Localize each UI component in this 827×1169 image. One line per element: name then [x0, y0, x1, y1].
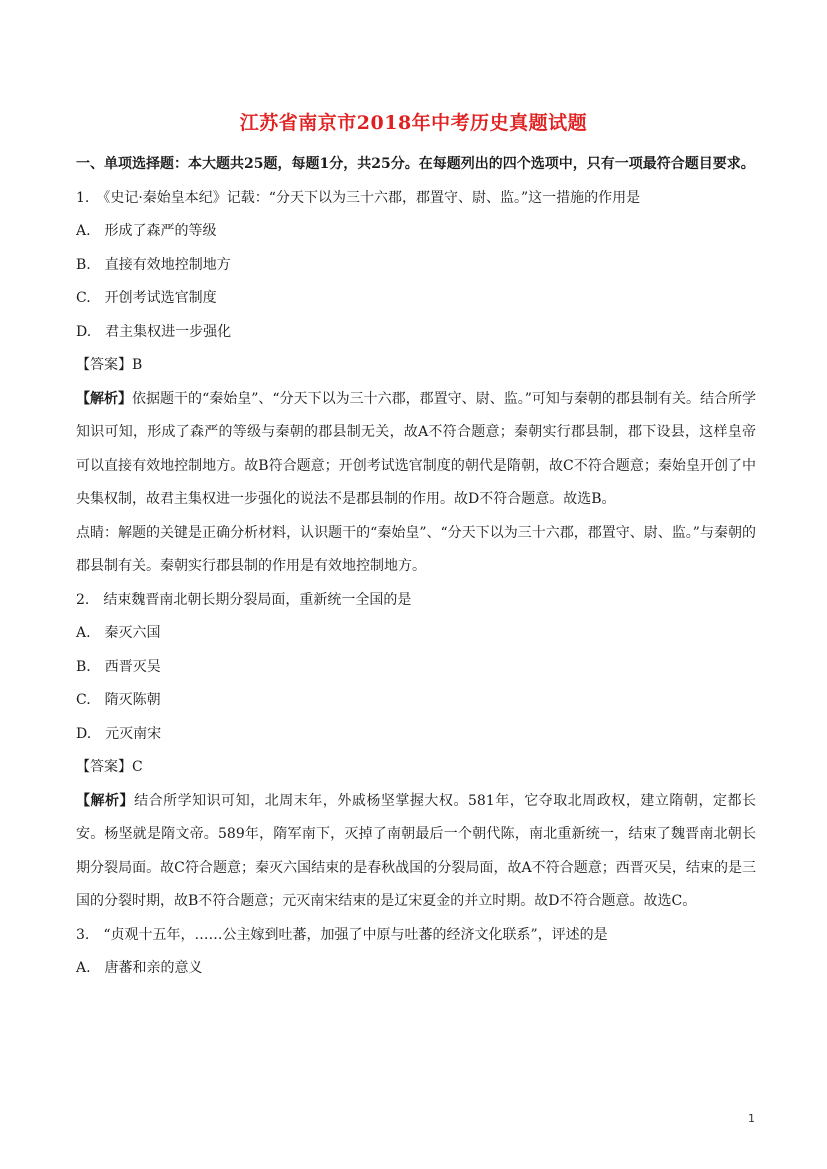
question-3-option-a: A. 唐蕃和亲的意义: [76, 960, 203, 976]
question-1-option-c: C. 开创考试选官制度: [76, 290, 217, 306]
question-1-option-a: A. 形成了森严的等级: [76, 223, 217, 239]
question-1-stem: 1. 《史记·秦始皇本纪》记载：“分天下以为三十六郡，郡置守、尉、监。”这一措施的作用是: [76, 189, 641, 206]
analysis-label: 【解析】: [76, 390, 133, 407]
question-2-stem: 2. 结束魏晋南北朝长期分裂局面，重新统一全国的是: [76, 591, 412, 608]
page-number: 1: [748, 1112, 755, 1125]
analysis-text: 依据题干的“秦始皇”、“分天下以为三十六郡，郡置守、尉、监。”可知与秦朝的郡县制有关。结合所学知识可知，形成了森严的等级与秦朝的郡县制无关，故A不符合题意；秦朝实行郡县制，郡下设县，这样皇帝可以直接有效地控制地方。故B符合题意；开创考试选官制度的朝代是隋朝，故C不符合题意；秦始皇开创了中央集权制，故君主集权进一步强化的说法不是郡县制的作用。故D不符合题意。故选B。: [76, 390, 756, 507]
question-2-analysis: [76, 785, 756, 919]
question-2-answer: 【答案】C: [76, 759, 143, 775]
question-1-option-b: B. 直接有效地控制地方: [76, 256, 231, 273]
question-2-option-c: C. 隋灭陈朝: [76, 692, 161, 708]
question-1-answer: 【答案】B: [76, 357, 143, 373]
question-1-comment: 点睛：解题的关键是正确分析材料，认识题干的“秦始皇”、“分天下以为三十六郡，郡置守、尉、监。”与秦朝的郡县制有关。秦朝实行郡县制的作用是有效地控制地方。: [76, 524, 756, 574]
question-3-stem: 3. “贞观十五年，……公主嫁到吐蕃，加强了中原与吐蕃的经济文化联系”，评述的是: [76, 926, 608, 943]
section-heading: 一、单项选择题：本大题共25题，每题1分，共25分。在每题列出的四个选项中，只有一项最符合题目要求。: [76, 156, 755, 172]
question-2-option-b: B. 西晋灭吴: [76, 658, 161, 675]
question-2-option-d: D. 元灭南宋: [76, 725, 162, 742]
analysis-text: 结合所学知识可知，北周末年，外戚杨坚掌握大权。581年，它夺取北周政权，建立隋朝，定都长安。杨坚就是隋文帝。589年，隋军南下，灭掉了南朝最后一个朝代陈，南北重新统一，结束了魏晋南北朝长期分裂局面。故C符合题意；秦灭六国结束的是春秋战国的分裂局面，故A不符合题意；西晋灭吴，结束的是三国的分裂时期，故B不符合题意；元灭南宋结束的是辽宋夏金的并立时期。故D不符合题意。故选C。: [76, 792, 756, 909]
question-1-analysis: [76, 383, 756, 517]
analysis-label: 【解析】: [76, 792, 135, 809]
document-title: 江苏省南京市2018年中考历史真题试题: [239, 112, 588, 134]
question-2-option-a: A. 秦灭六国: [76, 625, 161, 641]
document-body: [76, 148, 756, 986]
question-1-option-d: D. 君主集权进一步强化: [76, 323, 232, 340]
